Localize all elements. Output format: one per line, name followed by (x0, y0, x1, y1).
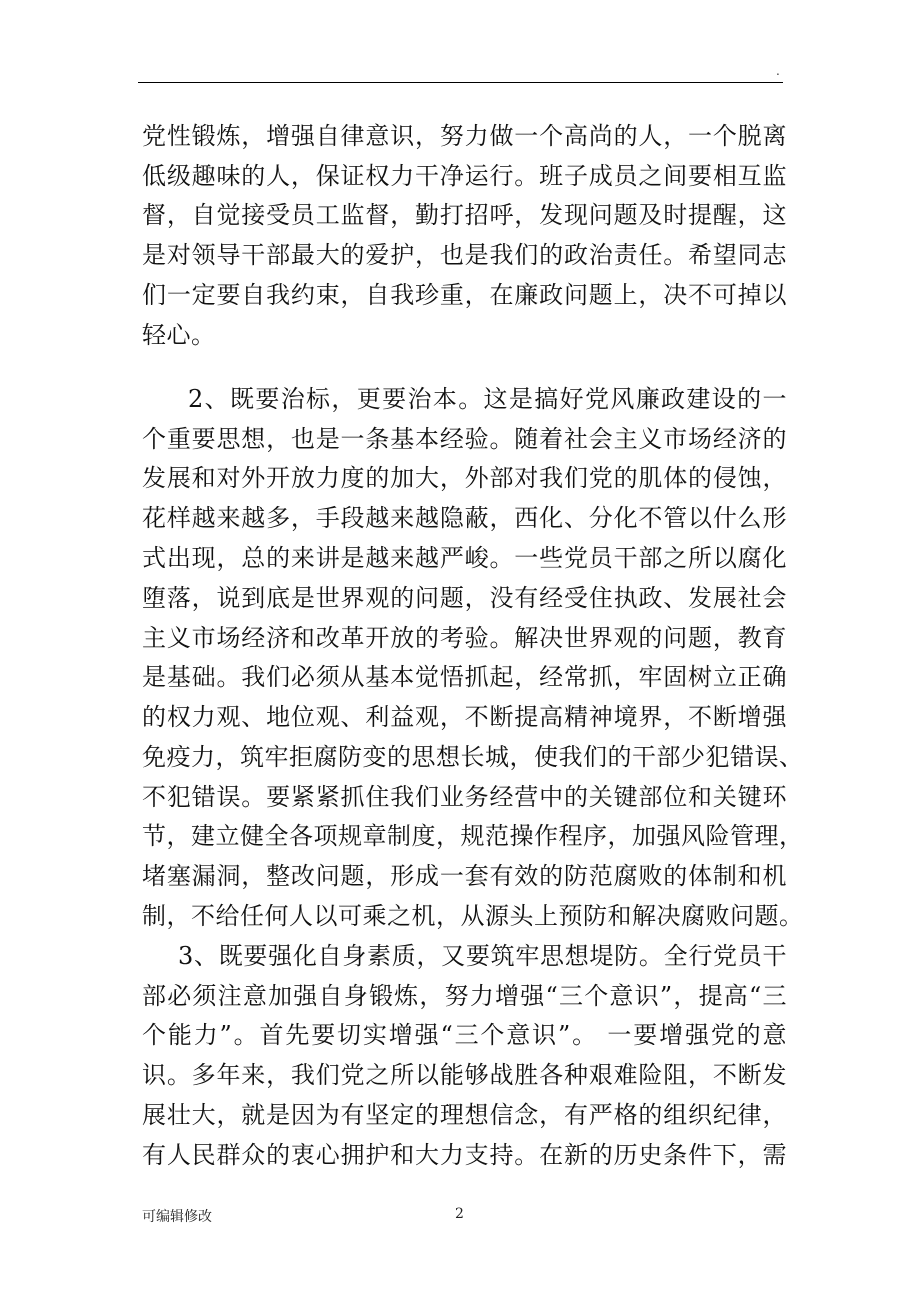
text-line: 2、既要治标，更要治本。这是搞好党风廉政建设的一 (188, 385, 787, 413)
text-line: 们一定要自我约束，自我珍重，在廉政问题上，决不可掉以 (142, 281, 787, 309)
text-line: 花样越来越多，手段越来越隐蔽，西化、分化不管以什么形 (142, 504, 787, 532)
text-line: 的权力观、地位观、利益观，不断提高精神境界，不断增强 (142, 703, 787, 731)
text-line: 不犯错误。要紧紧抓住我们业务经营中的关键部位和关键环 (142, 783, 787, 811)
text-line: 展壮大，就是因为有坚定的理想信念，有严格的组织纪律， (142, 1101, 787, 1129)
text-line: 堕落，说到底是世界观的问题，没有经受住执政、发展社会 (142, 584, 787, 612)
header-rule (138, 82, 783, 83)
text-line: 制，不给任何人以可乘之机，从源头上预防和解决腐败问题。 (142, 902, 804, 930)
text-line: 轻心。 (142, 321, 216, 349)
text-line: 3、既要强化自身素质，又要筑牢思想堤防。全行党员干 (178, 942, 787, 970)
text-line: 节，建立健全各项规章制度，规范操作程序，加强风险管理， (142, 822, 804, 850)
text-line: 有人民群众的衷心拥护和大力支持。在新的历史条件下，需 (142, 1141, 787, 1169)
text-line: 党性锻炼，增强自律意识，努力做一个高尚的人，一个脱离 (142, 122, 787, 150)
text-line: 部必须注意加强自身锻炼，努力增强“三个意识”，提高“三 (142, 982, 787, 1010)
text-line: 是对领导干部最大的爱护，也是我们的政治责任。希望同志 (142, 241, 787, 269)
text-line: 是基础。我们必须从基本觉悟抓起，经常抓，牢固树立正确 (142, 663, 787, 691)
text-line: 堵塞漏洞，整改问题，形成一套有效的防范腐败的体制和机 (142, 862, 787, 890)
footer-note: 可编辑修改 (142, 1209, 212, 1225)
text-line: 免疫力，筑牢拒腐防变的思想长城，使我们的干部少犯错误、 (142, 743, 804, 771)
text-line: 个能力”。首先要切实增强“三个意识”。 一要增强党的意 (142, 1021, 787, 1049)
text-line: 主义市场经济和改革开放的考验。解决世界观的问题，教育 (142, 624, 787, 652)
page-number: 2 (455, 1206, 464, 1222)
text-line: 低级趣味的人，保证权力干净运行。班子成员之间要相互监 (142, 162, 787, 190)
text-line: 发展和对外开放力度的加大，外部对我们党的肌体的侵蚀， (142, 464, 787, 492)
header-mark: . (776, 64, 780, 78)
text-line: 督，自觉接受员工监督，勤打招呼，发现问题及时提醒，这 (142, 201, 787, 229)
text-line: 个重要思想，也是一条基本经验。随着社会主义市场经济的 (142, 425, 787, 453)
text-line: 式出现，总的来讲是越来越严峻。一些党员干部之所以腐化 (142, 544, 787, 572)
text-line: 识。多年来，我们党之所以能够战胜各种艰难险阻，不断发 (142, 1061, 787, 1089)
